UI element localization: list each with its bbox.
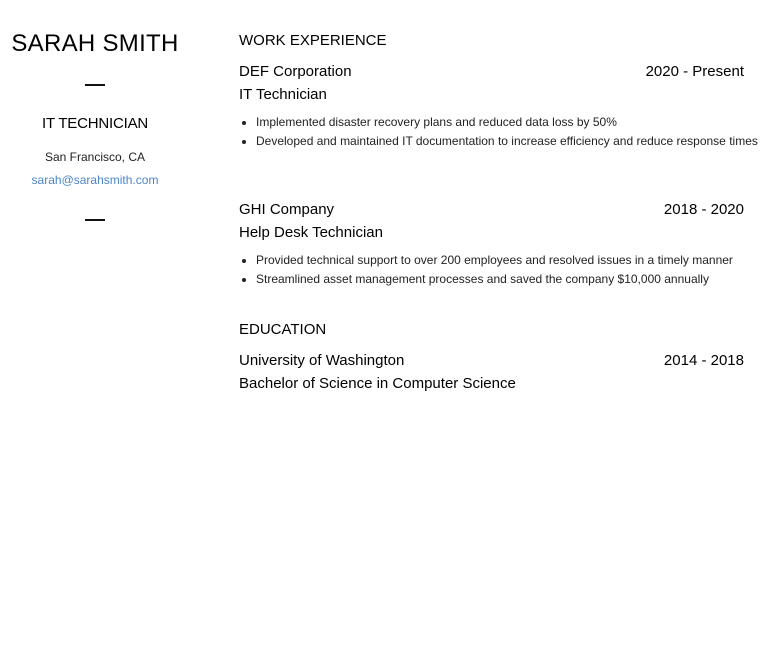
work-experience-heading: WORK EXPERIENCE <box>239 32 387 49</box>
job-title: Help Desk Technician <box>239 224 383 241</box>
job-bullets <box>239 113 760 150</box>
degree: Bachelor of Science in Computer Science <box>239 375 516 392</box>
candidate-name: SARAH SMITH <box>11 30 179 57</box>
job-bullets <box>239 251 760 288</box>
job-company: DEF Corporation <box>239 63 352 80</box>
list-item: • Streamlined asset management processes and saved the company $10,000 annually <box>256 270 760 288</box>
sidebar-divider <box>85 219 105 221</box>
job-header <box>239 201 744 218</box>
school-name: University of Washington <box>239 352 405 369</box>
list-item: • Provided technical support to over 200 employees and resolved issues in a timely manner <box>256 251 760 269</box>
education-header <box>239 352 744 369</box>
education-heading: EDUCATION <box>239 321 327 338</box>
candidate-title: IT TECHNICIAN <box>41 115 149 132</box>
candidate-location: San Francisco, CA <box>44 150 146 164</box>
job-header <box>239 63 744 80</box>
education-dates: 2014 - 2018 <box>663 352 744 369</box>
job-company: GHI Company <box>239 201 335 218</box>
sidebar-divider <box>85 84 105 86</box>
email-link[interactable]: sarah@sarahsmith.com <box>31 173 159 187</box>
list-item: • Implemented disaster recovery plans and reduced data loss by 50% <box>256 113 760 131</box>
job-dates: 2020 - Present <box>645 63 744 80</box>
job-title: IT Technician <box>239 86 327 103</box>
job-dates: 2018 - 2020 <box>663 201 744 218</box>
list-item: • Developed and maintained IT documentation to increase efficiency and reduce response times <box>256 132 760 150</box>
